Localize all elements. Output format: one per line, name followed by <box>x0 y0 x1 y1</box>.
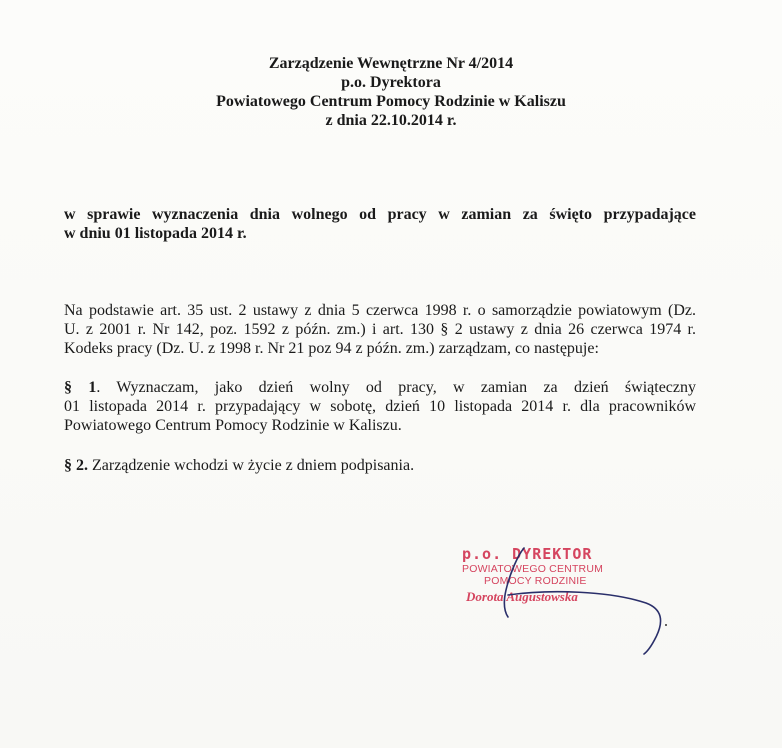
issuer-role: p.o. Dyrektora <box>341 74 441 91</box>
stamp-line-2: POMOCY RODZINIE <box>484 575 587 587</box>
order-title: Zarządzenie Wewnętrzne Nr 4/2014 <box>268 55 514 72</box>
section-2-marker: § 2. <box>64 457 88 474</box>
ink-dot <box>665 624 667 626</box>
section-2-text: Zarządzenie wchodzi w życie z dniem podpisania. <box>88 457 415 474</box>
section-2-paragraph <box>64 456 696 475</box>
stamp-title: p.o. DYREKTOR <box>462 545 593 563</box>
stamp-line-1: POWIATOWEGO CENTRUM <box>462 563 604 575</box>
section-1-line-2: 01 listopada 2014 r. przypadający w sobotę, dzień 10 listopada 2014 r. dla pracowników <box>64 398 696 415</box>
legal-basis-line-1: Na podstawie art. 35 ust. 2 ustawy z dnia 5 czerwca 1998 r. o samorządzie powiatowym (Dz. <box>64 302 696 319</box>
order-date: z dnia 22.10.2014 r. <box>325 112 457 129</box>
legal-basis-line-2: U. z 2001 r. Nr 142, poz. 1592 z późn. zm.) i art. 130 § 2 ustawy z dnia 26 czerwca 1974 r. <box>64 321 696 338</box>
section-1-line-1 <box>64 378 696 397</box>
issuer-institution: Powiatowego Centrum Pomocy Rodzinie w Kaliszu <box>216 93 566 110</box>
stamp-signatory-name: Dorota Augustowska <box>466 589 578 604</box>
section-1-line-3: Powiatowego Centrum Pomocy Rodzinie w Kaliszu. <box>64 417 402 434</box>
section-1-line-1-text: . Wyznaczam, jako dzień wolny od pracy, w zamian za dzień świąteczny <box>96 379 697 396</box>
section-1-marker: § 1 <box>64 379 97 396</box>
section-1-paragraph <box>64 378 696 435</box>
legal-basis-paragraph <box>64 301 696 358</box>
subject-line-2: w dniu 01 listopada 2014 r. <box>64 225 247 242</box>
handwritten-signature <box>450 545 680 655</box>
order-subject <box>64 205 696 243</box>
document-header <box>0 54 782 130</box>
legal-basis-line-3: Kodeks pracy (Dz. U. z 1998 r. Nr 21 poz 94 z późn. zm.) zarządzam, co następuje: <box>64 340 599 357</box>
section-2-line <box>64 456 696 475</box>
subject-line-1: w sprawie wyznaczenia dnia wolnego od pracy w zamian za święto przypadające <box>64 206 696 223</box>
